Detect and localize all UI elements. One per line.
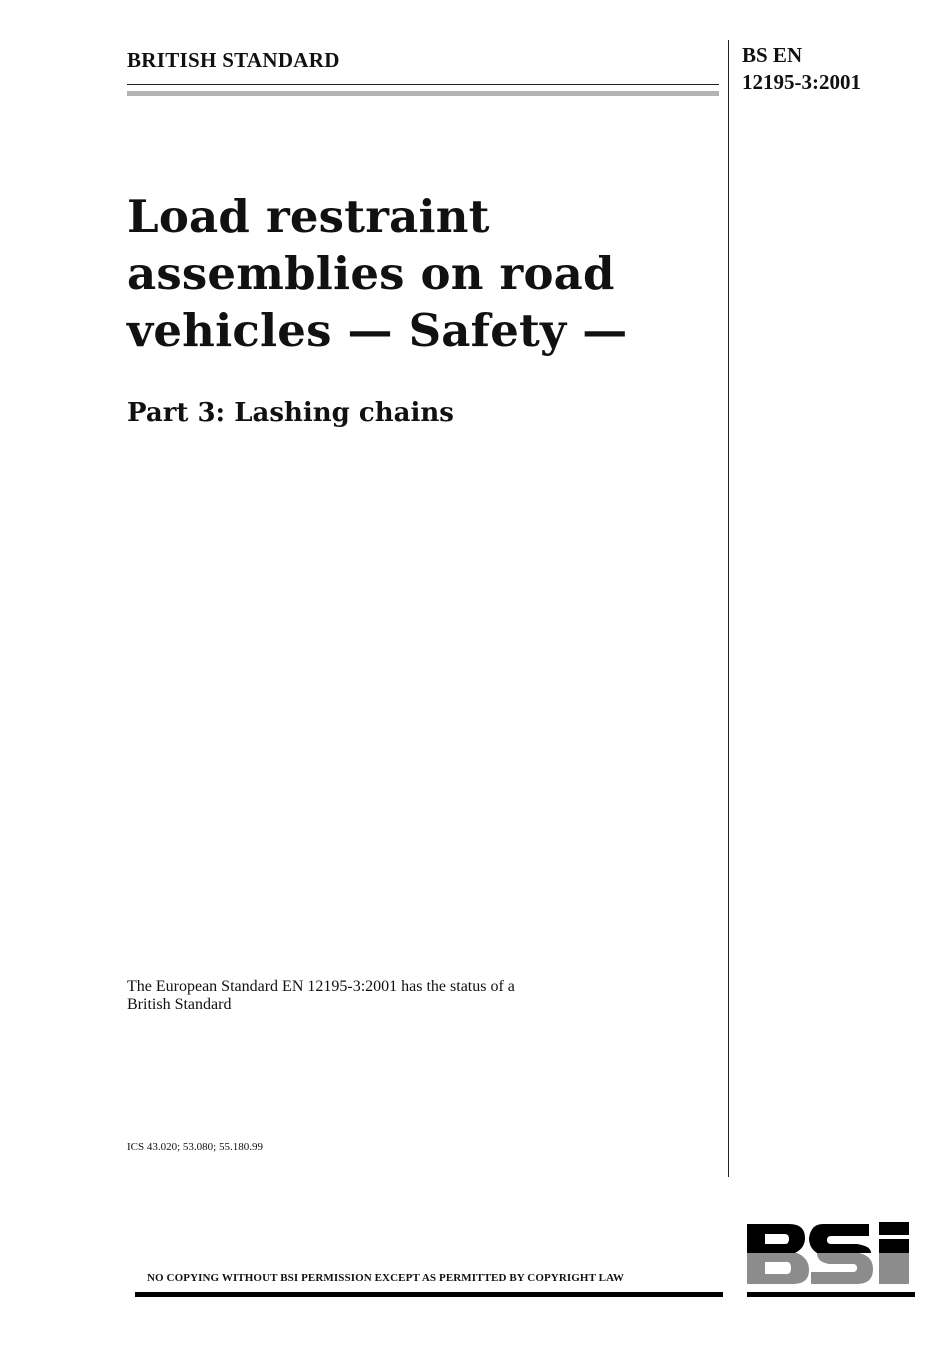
- title-line-3: vehicles — Safety —: [127, 304, 628, 357]
- ics-codes: ICS 43.020; 53.080; 55.180.99: [127, 1141, 263, 1153]
- header-label: BRITISH STANDARD: [127, 48, 340, 72]
- document-subtitle: Part 3: Lashing chains: [127, 398, 454, 428]
- standard-number-line2: 12195-3:2001: [742, 70, 861, 94]
- footer-bar: [135, 1292, 723, 1297]
- status-note-line-2: British Standard: [127, 996, 232, 1013]
- document-title: [127, 188, 717, 359]
- copyright-notice: NO COPYING WITHOUT BSI PERMISSION EXCEPT AS PERMITTED BY COPYRIGHT LAW: [147, 1272, 625, 1284]
- status-note-line-1: The European Standard EN 12195-3:2001 has the status of a: [127, 978, 515, 995]
- vertical-divider: [728, 40, 729, 1177]
- status-note: [127, 978, 515, 1014]
- title-line-1: Load restraint: [127, 190, 490, 243]
- standard-number-line1: BS EN: [742, 43, 803, 67]
- header-rule-thin: [127, 84, 719, 85]
- bsi-logo: [745, 1220, 915, 1300]
- title-line-2: assemblies on road: [127, 247, 615, 300]
- standard-number: [742, 42, 861, 96]
- header-rule-thick: [127, 91, 719, 96]
